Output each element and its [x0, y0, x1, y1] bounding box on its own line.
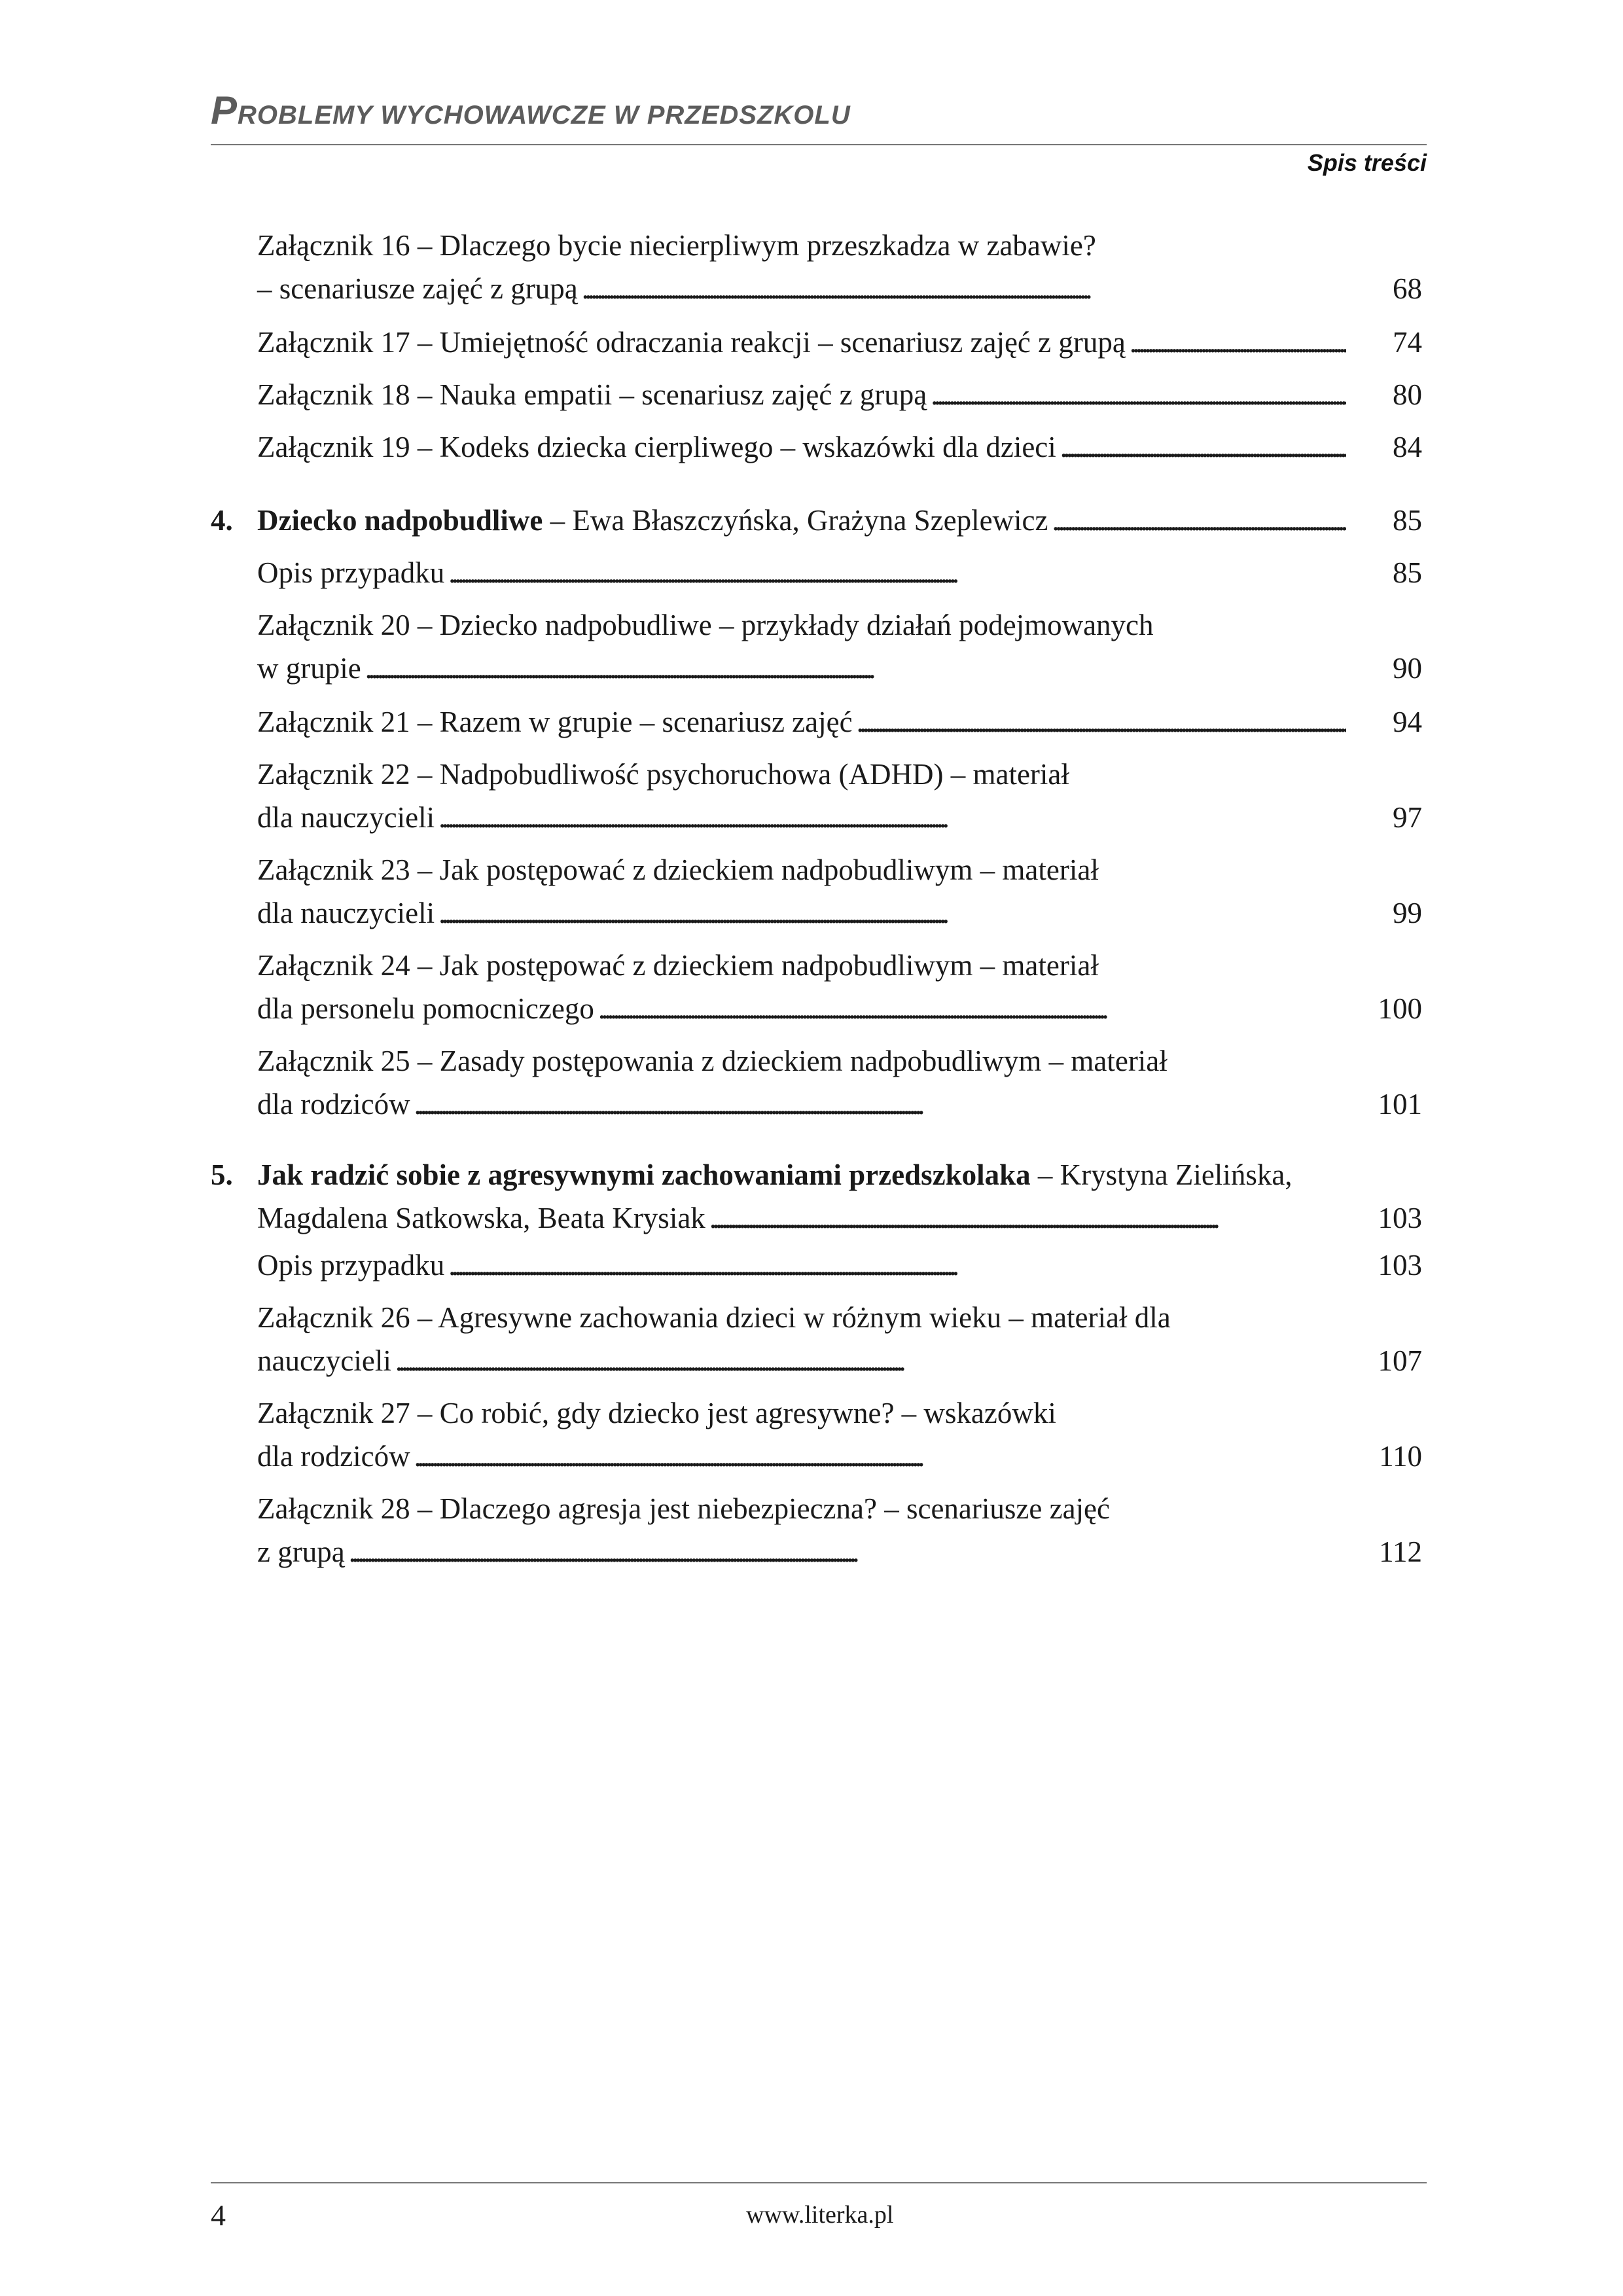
toc-page-number: 85	[1393, 556, 1422, 589]
toc-page-number: 110	[1379, 1440, 1422, 1473]
toc-page-number: 101	[1378, 1088, 1422, 1121]
toc-entry-title-line: Załącznik 25 – Zasady postępowania z dzieckiem nadpobudliwym – materiał	[257, 1045, 1168, 1077]
toc-entry-zalacznik-24[interactable]	[257, 944, 1422, 1030]
chapter-number: 5.	[211, 1158, 233, 1191]
toc-chapter-4[interactable]	[211, 499, 1422, 542]
toc-entry-title-line: dla nauczycieli	[257, 801, 435, 834]
toc-entry-zalacznik-16[interactable]	[257, 224, 1422, 310]
footer-url[interactable]: www.literka.pl	[746, 2201, 894, 2229]
dot-leader	[414, 1435, 1346, 1478]
toc-page-number: 103	[1378, 1249, 1422, 1282]
running-header-title	[211, 88, 851, 133]
dot-leader	[1060, 425, 1346, 469]
toc-entry-title-line: – scenariusze zajęć z grupą	[257, 272, 578, 305]
dot-leader	[349, 1530, 1346, 1573]
dot-leader	[438, 796, 1346, 839]
dot-leader	[1052, 499, 1346, 542]
chapter-title: Jak radzić sobie z agresywnymi zachowaniami przedszkolaka	[257, 1158, 1031, 1191]
toc-page-number: 99	[1393, 897, 1422, 929]
toc-page-number: 97	[1393, 801, 1422, 834]
toc-entry-zalacznik-25[interactable]	[257, 1039, 1422, 1126]
toc-page-number: 107	[1378, 1344, 1422, 1377]
toc-entry-title-line: w grupie	[257, 652, 361, 685]
toc-entry-zalacznik-20[interactable]	[257, 603, 1422, 690]
toc-entry-title-line: Załącznik 18 – Nauka empatii – scenariusz zajęć z grupą	[257, 378, 927, 411]
dot-leader	[582, 267, 1346, 310]
running-header-initial: P	[211, 88, 238, 132]
chapter-number: 4.	[211, 504, 233, 537]
toc-entry-title-line: Załącznik 27 – Co robić, gdy dziecko jest agresywne? – wskazówki	[257, 1397, 1056, 1429]
toc-entry-title-line: Załącznik 16 – Dlaczego bycie niecierpliwym przeszkadza w zabawie?	[257, 229, 1096, 262]
toc-entry-title-line: Załącznik 21 – Razem w grupie – scenariusz zajęć	[257, 706, 853, 738]
toc-entry-zalacznik-28[interactable]	[257, 1487, 1422, 1573]
toc-entry-title-line: Opis przypadku	[257, 556, 445, 589]
toc-entry-title-line: nauczycieli	[257, 1344, 391, 1377]
toc-entry-opis-przypadku-4[interactable]	[257, 551, 1422, 594]
toc-entry-title-line: Załącznik 22 – Nadpobudliwość psychoruchowa (ADHD) – materiał	[257, 758, 1069, 791]
section-title: Spis treści	[1307, 149, 1427, 176]
toc-entry-zalacznik-22[interactable]	[257, 753, 1422, 839]
toc-page-number: 80	[1393, 378, 1422, 411]
toc-entry-opis-przypadku-5[interactable]	[257, 1244, 1422, 1287]
toc-entry-title-line: Załącznik 17 – Umiejętność odraczania reakcji – scenariusz zajęć z grupą	[257, 326, 1126, 359]
toc-page-number: 85	[1393, 504, 1422, 537]
dot-leader	[1130, 321, 1346, 364]
page-number: 4	[211, 2198, 226, 2232]
toc-entry-title-line: Załącznik 19 – Kodeks dziecka cierpliwego – wskazówki dla dzieci	[257, 431, 1056, 463]
toc-entry-title-line: dla rodziców	[257, 1088, 410, 1121]
dot-leader	[709, 1196, 1346, 1240]
dot-leader	[857, 700, 1346, 744]
dot-leader	[448, 1244, 1346, 1287]
toc-entry-zalacznik-18[interactable]	[257, 373, 1422, 416]
toc-page-number: 112	[1379, 1535, 1422, 1568]
dot-leader	[931, 373, 1346, 416]
toc-entry-title-line: dla rodziców	[257, 1440, 410, 1473]
toc-entry-title-line: Załącznik 28 – Dlaczego agresja jest niebezpieczna? – scenariusze zajęć	[257, 1492, 1111, 1525]
toc-entry-zalacznik-26[interactable]	[257, 1296, 1422, 1382]
dot-leader	[598, 987, 1346, 1030]
dot-leader	[365, 647, 1346, 690]
toc-chapter-5[interactable]	[211, 1153, 1422, 1240]
toc-entry-zalacznik-19[interactable]	[257, 425, 1422, 469]
header-rule	[211, 144, 1427, 145]
toc-entry-title-line: Opis przypadku	[257, 1249, 445, 1282]
chapter-authors: – Ewa Błaszczyńska, Grażyna Szeplewicz	[543, 504, 1048, 537]
toc-entry-title-line: Załącznik 20 – Dziecko nadpobudliwe – przykłady działań podejmowanych	[257, 609, 1154, 641]
toc-entry-zalacznik-27[interactable]	[257, 1391, 1422, 1478]
toc-entry-title-line: dla nauczycieli	[257, 897, 435, 929]
toc-entry-zalacznik-21[interactable]	[257, 700, 1422, 744]
toc-page-number: 74	[1393, 326, 1422, 359]
toc-entry-title-line: Załącznik 24 – Jak postępować z dzieckiem nadpobudliwym – materiał	[257, 949, 1099, 982]
toc-entry-zalacznik-17[interactable]	[257, 321, 1422, 364]
dot-leader	[395, 1339, 1346, 1382]
toc-entry-title-line: z grupą	[257, 1535, 345, 1568]
toc-entry-zalacznik-23[interactable]	[257, 848, 1422, 935]
toc-entry-title-line: Załącznik 26 – Agresywne zachowania dzieci w różnym wieku – materiał dla	[257, 1301, 1171, 1334]
toc-page-number: 68	[1393, 272, 1422, 305]
dot-leader	[448, 551, 1346, 594]
toc-page-number: 100	[1378, 992, 1422, 1025]
toc-page-number: 94	[1393, 706, 1422, 738]
dot-leader	[438, 891, 1346, 935]
toc-page-number: 84	[1393, 431, 1422, 463]
running-header-rest: ROBLEMY WYCHOWAWCZE W PRZEDSZKOLU	[238, 101, 851, 130]
toc-entry-title-line: Załącznik 23 – Jak postępować z dzieckiem nadpobudliwym – materiał	[257, 853, 1099, 886]
toc-page-number: 90	[1393, 652, 1422, 685]
chapter-authors: – Krystyna Zielińska,	[1030, 1158, 1293, 1191]
toc-entry-title-line: dla personelu pomocniczego	[257, 992, 594, 1025]
footer-rule	[211, 2182, 1427, 2183]
toc-page-number: 103	[1378, 1202, 1422, 1234]
chapter-title: Dziecko nadpobudliwe	[257, 504, 543, 537]
chapter-authors-line: Magdalena Satkowska, Beata Krysiak	[257, 1202, 705, 1234]
dot-leader	[414, 1083, 1346, 1126]
